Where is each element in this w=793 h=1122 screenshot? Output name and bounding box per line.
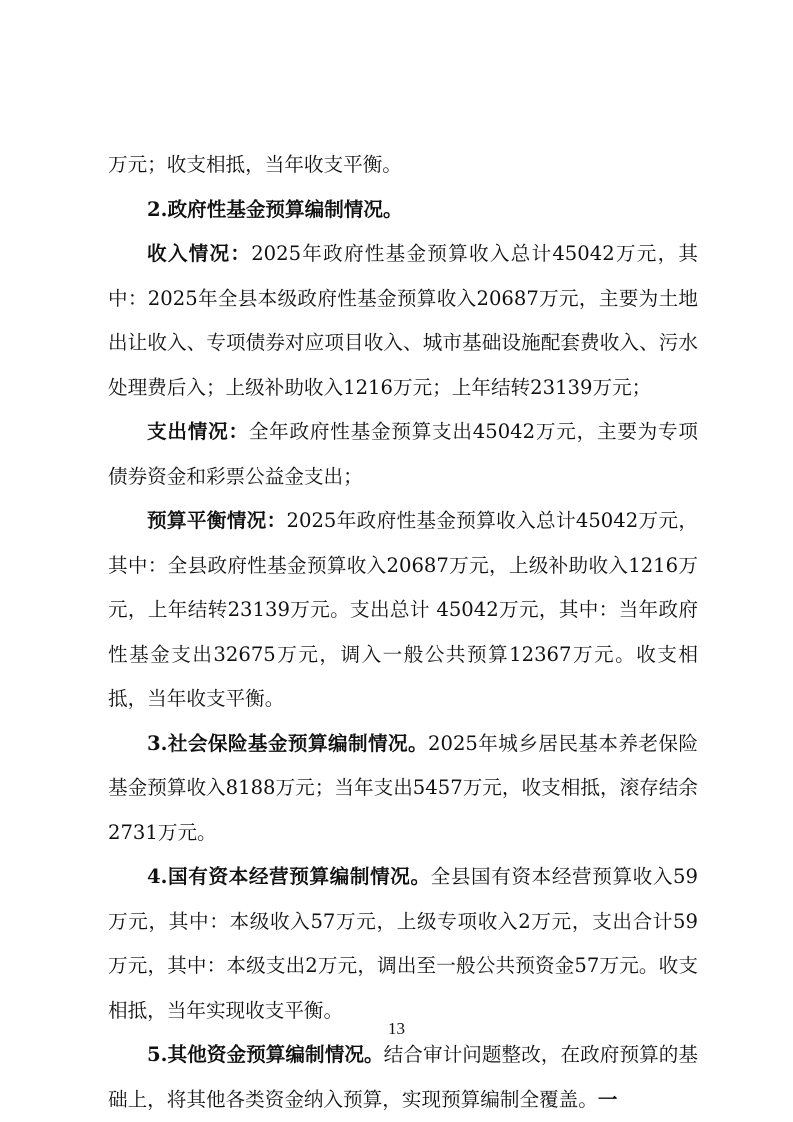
paragraph-label: 预算平衡情况： [147, 509, 287, 532]
paragraph-label: 5.其他资金预算编制情况。 [147, 1043, 384, 1066]
paragraph-text: 全年政府性基金预算支出45042万元，主要为专项债券资金和彩票公益金支出； [108, 420, 698, 488]
paragraph-state-capital [108, 855, 698, 1033]
paragraph-text: 2025年政府性基金预算收入总计45042万元，其中：2025年全县本级政府性基金预算收入20687万元，主要为土地出让收入、专项债券对应项目收入、城市基础设施配套费收入、污水处理费后入；上级补助收入1216万元；上年结转23139万元； [108, 242, 698, 399]
paragraph-text: 结合审计问题整改，在政府预算的基础上，将其他各类资金纳入预算，实现预算编制全覆盖。 [108, 1043, 698, 1111]
paragraph-label: 支出情况： [147, 420, 249, 443]
paragraph-continuation [108, 143, 698, 188]
paragraph-expenditure [108, 410, 698, 499]
body-text [108, 143, 698, 1122]
page-number: 13 [388, 1019, 405, 1038]
paragraph-label: 收入情况： [147, 242, 252, 265]
paragraph-social-insurance [108, 722, 698, 856]
paragraph-text: 2025年城乡居民基本养老保险基金预算收入8188万元；当年支出5457万元，收支相抵，滚存结余2731万元。 [108, 731, 698, 844]
paragraph-label: 3.社会保险基金预算编制情况。 [147, 731, 429, 755]
section-heading-government-fund [108, 188, 698, 233]
paragraph-other-funds [108, 1033, 698, 1122]
section-heading-text: 2.政府性基金预算编制情况。 [147, 197, 403, 221]
paragraph-label: 4.国有资本经营预算编制情况。 [147, 865, 431, 888]
paragraph-budget-balance [108, 499, 698, 722]
paragraph-income [108, 232, 698, 410]
paragraph-text: 全县国有资本经营预算收入59万元，其中：本级收入57万元，上级专项收入2万元，支出合计59万元，其中：本级支出2万元，调出至一般公共预资金57万元。收支相抵，当年实现收支平衡。 [108, 865, 698, 1022]
paragraph-text: 万元；收支相抵，当年收支平衡。 [108, 153, 402, 176]
paragraph-text: 2025年政府性基金预算收入总计45042万元，其中：全县政府性基金预算收入20687万元，上级补助收入1216万元，上年结转23139万元。支出总计 45042万元，其中：当年政府性基金支出32675万元，调入一般公共预算12367万元。收支相抵，当年收支平衡。 [108, 509, 698, 710]
paragraph-tail: 一 [597, 1087, 618, 1111]
